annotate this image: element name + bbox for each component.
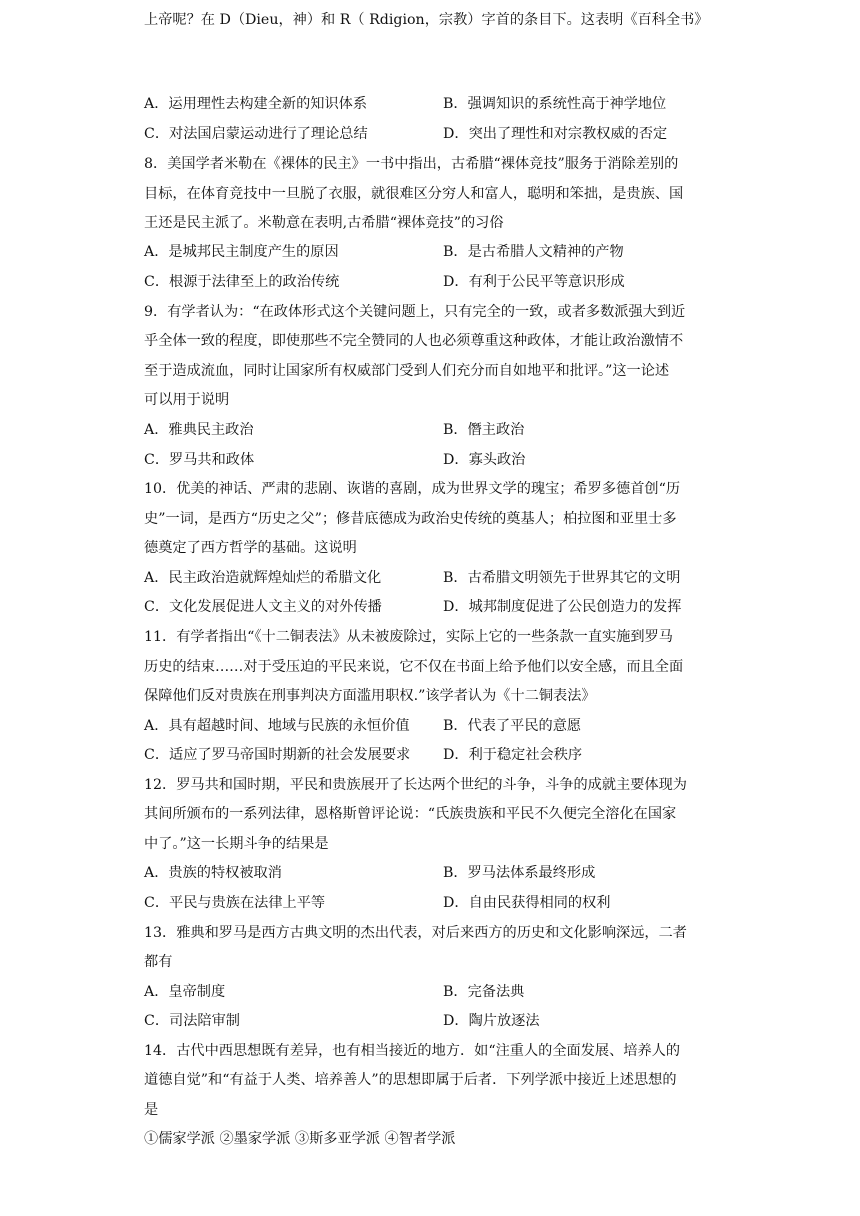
question-12-stem-line-1: 12．罗马共和国时期，平民和贵族展开了长达两个世纪的斗争，斗争的成就主要体现为 bbox=[144, 777, 687, 793]
question-10-option-a: A．民主政治造就辉煌灿烂的希腊文化 bbox=[144, 570, 382, 586]
question-7-option-c: C．对法国启蒙运动进行了理论总结 bbox=[144, 126, 368, 142]
question-10-option-c: C．文化发展促进人文主义的对外传播 bbox=[144, 599, 382, 615]
question-11-option-c: C．适应了罗马帝国时期新的社会发展要求 bbox=[144, 747, 411, 763]
question-12-option-c: C．平民与贵族在法律上平等 bbox=[144, 895, 326, 911]
question-13-stem-line-1: 13．雅典和罗马是西方古典文明的杰出代表，对后来西方的历史和文化影响深远，二者 bbox=[144, 925, 687, 941]
question-7-option-a: A．运用理性去构建全新的知识体系 bbox=[144, 96, 368, 112]
question-12-stem-line-3: 中了。”这一长期斗争的结果是 bbox=[144, 836, 329, 852]
question-8-stem-line-2: 目标，在体育竞技中一旦脱了衣服，就很难区分穷人和富人，聪明和笨拙，是贵族、国 bbox=[144, 186, 684, 202]
question-9-option-c: C．罗马共和政体 bbox=[144, 452, 255, 468]
question-9-stem-line-4: 可以用于说明 bbox=[144, 392, 230, 408]
question-7-option-d: D．突出了理性和对宗教权威的否定 bbox=[443, 126, 668, 142]
question-13-option-d: D．陶片放逐法 bbox=[443, 1013, 540, 1029]
question-7-option-b: B．强调知识的系统性高于神学地位 bbox=[443, 96, 667, 112]
question-14-choices: ①儒家学派 ②墨家学派 ③斯多亚学派 ④智者学派 bbox=[144, 1131, 456, 1147]
question-9-option-b: B．僭主政治 bbox=[443, 422, 525, 438]
question-8-option-b: B．是古希腊人文精神的产物 bbox=[443, 244, 624, 260]
question-8-stem-line-1: 8．美国学者米勒在《裸体的民主》一书中指出，古希腊“裸体竞技”服务于消除差别的 bbox=[144, 156, 679, 172]
question-11-option-a: A．具有超越时间、地域与民族的永恒价值 bbox=[144, 718, 410, 734]
question-8-option-a: A．是城邦民主制度产生的原因 bbox=[144, 244, 339, 260]
question-11-option-d: D．利于稳定社会秩序 bbox=[443, 747, 583, 763]
question-9-option-a: A．雅典民主政治 bbox=[144, 422, 254, 438]
question-8-option-c: C．根源于法律至上的政治传统 bbox=[144, 274, 340, 290]
question-12-option-b: B．罗马法体系最终形成 bbox=[443, 865, 596, 881]
question-14-stem-line-3: 是 bbox=[144, 1102, 159, 1118]
question-10-option-b: B．古希腊文明领先于世界其它的文明 bbox=[443, 570, 681, 586]
question-10-stem-line-1: 10．优美的神话、严肃的悲剧、诙谐的喜剧，成为世界文学的瑰宝；希罗多德首创“历 bbox=[144, 481, 681, 497]
question-11-stem-line-3: 保障他们反对贵族在刑事判决方面滥用职权.”该学者认为《十二铜表法》 bbox=[144, 688, 596, 704]
question-9-stem-line-2: 乎全体一致的程度，即使那些不完全赞同的人也必须尊重这种政体，才能让政治激情不 bbox=[144, 333, 684, 349]
question-12-option-a: A．贵族的特权被取消 bbox=[144, 865, 282, 881]
question-7-stem-end: 上帝呢？在 D（Dieu，神）和 R（ Rdigion，宗教）字首的条目下。这表明《百科全书》 bbox=[144, 12, 709, 28]
question-9-stem-line-1: 9．有学者认为：“在政体形式这个关键问题上，只有完全的一致，或者多数派强大到近 bbox=[144, 304, 686, 320]
question-11-stem-line-1: 11．有学者指出“《十二铜表法》从未被废除过，实际上它的一些条款一直实施到罗马 bbox=[144, 629, 673, 645]
question-14-stem-line-1: 14．古代中西思想既有差异，也有相当接近的地方．如“注重人的全面发展、培养人的 bbox=[144, 1043, 681, 1059]
question-12-option-d: D．自由民获得相同的权利 bbox=[443, 895, 611, 911]
question-10-option-d: D．城邦制度促进了公民创造力的发挥 bbox=[443, 599, 682, 615]
question-10-stem-line-3: 德奠定了西方哲学的基础。这说明 bbox=[144, 540, 357, 556]
question-13-option-a: A．皇帝制度 bbox=[144, 984, 226, 1000]
question-14-stem-line-2: 道德自觉”和“有益于人类、培养善人”的思想即属于后者．下列学派中接近上述思想的 bbox=[144, 1072, 677, 1088]
question-8-stem-line-3: 王还是民主派了。米勒意在表明,古希腊“裸体竞技”的习俗 bbox=[144, 215, 504, 231]
question-13-stem-line-2: 都有 bbox=[144, 954, 173, 970]
question-9-stem-line-3: 至于造成流血，同时让国家所有权威部门受到人们充分而自如地平和批评。”这一论述 bbox=[144, 363, 670, 379]
question-13-option-b: B．完备法典 bbox=[443, 984, 525, 1000]
question-9-option-d: D．寡头政治 bbox=[443, 452, 526, 468]
question-11-option-b: B．代表了平民的意愿 bbox=[443, 718, 582, 734]
question-11-stem-line-2: 历史的结束……对于受压迫的平民来说，它不仅在书面上给予他们以安全感，而且全面 bbox=[144, 659, 684, 675]
question-10-stem-line-2: 史”一词，是西方“历史之父”；修昔底德成为政治史传统的奠基人；柏拉图和亚里士多 bbox=[144, 511, 677, 527]
question-8-option-d: D．有利于公民平等意识形成 bbox=[443, 274, 625, 290]
question-13-option-c: C．司法陪审制 bbox=[144, 1013, 240, 1029]
question-12-stem-line-2: 其间所颁布的一系列法律，恩格斯曾评论说：“氏族贵族和平民不久便完全溶化在国家 bbox=[144, 806, 677, 822]
